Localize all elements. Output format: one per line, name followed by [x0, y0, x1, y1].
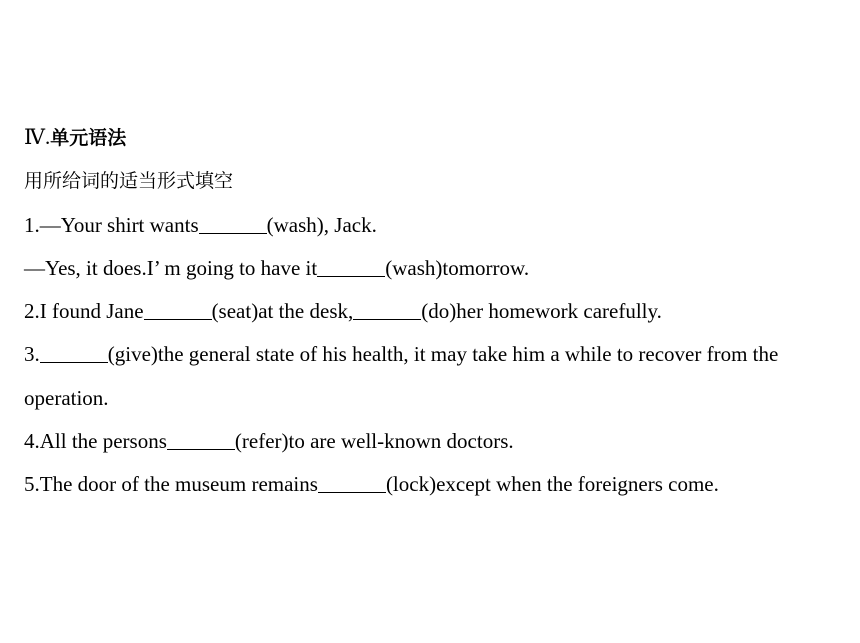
answer-blank — [199, 212, 267, 234]
answer-blank — [144, 298, 212, 320]
question-2 — [24, 290, 844, 333]
question-4-text-end: (refer)to are well-known doctors. — [234, 429, 514, 454]
question-1-line-1 — [24, 204, 844, 247]
question-2-text-end: (do)her homework carefully. — [421, 299, 662, 324]
answer-blank — [40, 341, 108, 363]
question-1-text-end: (wash), Jack. — [266, 212, 377, 237]
section-heading — [24, 116, 844, 160]
section-number: Ⅳ. — [24, 125, 51, 149]
answer-blank — [167, 428, 235, 450]
question-4 — [24, 420, 844, 463]
question-5-text-start: 5.The door of the museum remains — [24, 472, 318, 497]
question-5-text-end: (lock)except when the foreigners come. — [385, 472, 719, 497]
question-3-text: (give)the general state of his health, it may take him a while to recover from the operation. — [24, 342, 779, 410]
question-1-text-start: 1.—Your shirt wants — [24, 212, 199, 237]
question-1-line-2 — [24, 247, 844, 290]
question-2-text-start: 2.I found Jane — [24, 299, 144, 324]
question-1-reply-end: (wash)tomorrow. — [385, 255, 530, 280]
question-3 — [24, 333, 844, 420]
question-3-number: 3. — [24, 342, 40, 367]
question-2-text-middle: (seat)at the desk, — [211, 299, 354, 324]
instruction-text: 用所给词的适当形式填空 — [24, 170, 234, 193]
section-title: 单元语法 — [50, 127, 127, 149]
question-5 — [24, 463, 844, 506]
answer-blank — [353, 298, 421, 320]
answer-blank — [317, 255, 385, 277]
answer-blank — [318, 471, 386, 493]
question-1-reply-start: —Yes, it does.I’ m going to have it — [24, 255, 318, 280]
exercise-content — [24, 116, 844, 507]
question-4-text-start: 4.All the persons — [24, 429, 167, 454]
